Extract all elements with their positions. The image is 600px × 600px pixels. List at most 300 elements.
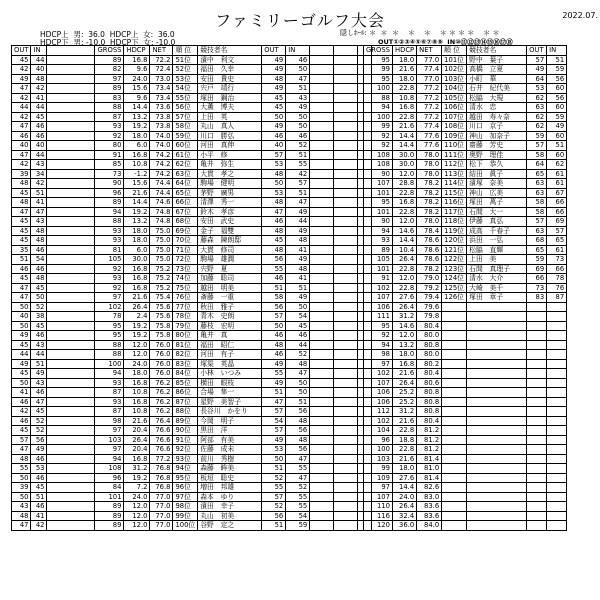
in-cell: 66	[547, 264, 567, 274]
table-row	[364, 217, 567, 227]
net-cell: 80.4	[417, 369, 442, 379]
table-row	[364, 150, 567, 160]
blank-cell	[47, 312, 95, 322]
rank-cell: 74位	[173, 274, 198, 284]
table-row	[12, 397, 372, 407]
blank-cell	[47, 511, 95, 521]
net-cell: 81.2	[417, 426, 442, 436]
name-cell: 越田 明美	[198, 283, 262, 293]
blank-cell	[47, 483, 95, 493]
gross-cell: 96	[95, 188, 124, 198]
rank-cell: 68位	[173, 217, 198, 227]
in-cell: 48	[286, 435, 310, 445]
gross-cell	[310, 350, 334, 360]
gross-cell: 108	[364, 150, 393, 160]
hidden-holes-marks: ＊ ＊ ＊ ＊ ＊ ＊ ＊ ＊ ＊ ＊ ＊	[369, 29, 500, 37]
net-cell: 76.0	[150, 359, 173, 369]
name-cell	[467, 302, 527, 312]
gross-cell	[310, 255, 334, 265]
hdcp-cell: 18.0	[392, 55, 416, 65]
out-cell: 49	[262, 122, 286, 132]
name-cell	[467, 369, 527, 379]
rank-cell: 117位	[442, 207, 467, 217]
net-cell: 77.6	[417, 131, 442, 141]
gross-cell: 102	[364, 416, 393, 426]
rank-cell	[442, 416, 467, 426]
table-row	[12, 55, 372, 65]
blank-cell	[47, 416, 95, 426]
out-cell: 63	[527, 226, 547, 236]
out-cell: 63	[527, 188, 547, 198]
name-cell: 前川 秀樹	[198, 454, 262, 464]
out-cell	[527, 426, 547, 436]
table-row	[12, 160, 372, 170]
hdcp-cell: 32.4	[392, 511, 416, 521]
in-cell: 50	[286, 65, 310, 75]
hdcp-cell: 22.8	[392, 112, 416, 122]
net-cell: 76.0	[150, 340, 173, 350]
rank-cell	[442, 435, 467, 445]
gross-cell	[310, 378, 334, 388]
in-cell: 55	[286, 464, 310, 474]
out-cell: 50	[12, 302, 31, 312]
hdcp-cell	[334, 112, 358, 122]
gross-cell	[310, 84, 334, 94]
hdcp-cell	[334, 502, 358, 512]
in-cell	[547, 359, 567, 369]
hdcp-cell: 21.6	[392, 65, 416, 75]
col-blank	[47, 46, 95, 56]
col-out: OUT	[12, 46, 31, 56]
net-cell: 81.2	[417, 435, 442, 445]
col-name: 競技者名	[467, 46, 527, 56]
name-cell: 阿部 有美	[198, 435, 262, 445]
net-cell: 73.8	[150, 112, 173, 122]
net-cell: 81.2	[417, 445, 442, 455]
hdcp-cell	[334, 312, 358, 322]
table-row	[364, 388, 567, 398]
in-cell: 47	[286, 74, 310, 84]
table-row	[364, 464, 567, 474]
blank-cell	[47, 369, 95, 379]
hdcp-cell: 21.6	[124, 293, 150, 303]
in-cell	[547, 397, 567, 407]
table-row	[12, 340, 372, 350]
table-row	[364, 141, 567, 151]
gross-cell: 95	[95, 331, 124, 341]
gross-cell	[310, 122, 334, 132]
blank-cell	[47, 388, 95, 398]
hdcp-cell: 19.2	[124, 122, 150, 132]
out-cell: 51	[262, 388, 286, 398]
hdcp-cell	[334, 283, 358, 293]
net-cell: 76.0	[150, 369, 173, 379]
rank-cell: 75位	[173, 283, 198, 293]
table-row	[364, 84, 567, 94]
gross-cell: 98	[364, 350, 393, 360]
in-cell: 51	[547, 141, 567, 151]
blank-cell	[47, 65, 95, 75]
table-row	[364, 112, 567, 122]
in-cell: 46	[31, 122, 47, 132]
hdcp-cell	[334, 483, 358, 493]
hdcp-cell	[334, 302, 358, 312]
hdcp-cell: 19.2	[124, 321, 150, 331]
hdcp-cell	[334, 274, 358, 284]
net-cell: 81.4	[417, 473, 442, 483]
hdcp-cell: 19.2	[124, 331, 150, 341]
table-row	[364, 302, 567, 312]
hdcp-cell: 30.0	[392, 160, 416, 170]
blank-cell	[47, 160, 95, 170]
rank-cell: 106位	[442, 103, 467, 113]
table-row	[364, 65, 567, 75]
in-cell: 50	[286, 112, 310, 122]
in-cell: 60	[547, 150, 567, 160]
out-cell: 50	[12, 492, 31, 502]
net-cell: 78.2	[417, 264, 442, 274]
name-cell: 小平 修	[198, 150, 262, 160]
table-row	[364, 369, 567, 379]
out-cell: 49	[262, 378, 286, 388]
net-cell: 78.6	[417, 255, 442, 265]
in-cell: 50	[31, 293, 47, 303]
in-cell	[547, 416, 567, 426]
in-cell: 60	[547, 103, 567, 113]
out-cell: 48	[262, 74, 286, 84]
net-cell: 79.0	[417, 274, 442, 284]
gross-cell	[310, 511, 334, 521]
in-cell: 46	[31, 331, 47, 341]
in-cell: 41	[31, 93, 47, 103]
rank-cell: 111位	[442, 150, 467, 160]
hdcp-cell	[334, 521, 358, 531]
in-cell: 52	[31, 426, 47, 436]
hdcp-cell: 14.6	[392, 226, 416, 236]
gross-cell	[310, 473, 334, 483]
table-row	[12, 312, 372, 322]
rank-cell	[442, 388, 467, 398]
hdcp-cell: 16.8	[124, 454, 150, 464]
in-cell: 40	[31, 65, 47, 75]
gross-cell: 99	[364, 464, 393, 474]
hdcp-cell: 31.2	[392, 407, 416, 417]
out-cell: 48	[262, 226, 286, 236]
col-gross: GROSS	[364, 46, 393, 56]
in-cell: 41	[31, 198, 47, 208]
table-row	[12, 511, 372, 521]
in-cell	[547, 483, 567, 493]
col-net: NET	[417, 46, 442, 56]
out-cell: 58	[527, 198, 547, 208]
in-cell: 54	[286, 312, 310, 322]
name-cell: 青木 史朗	[198, 312, 262, 322]
in-cell: 46	[31, 264, 47, 274]
gross-cell: 97	[95, 445, 124, 455]
gross-cell: 93	[95, 122, 124, 132]
out-cell	[527, 331, 547, 341]
net-cell: 76.0	[150, 350, 173, 360]
out-cell: 50	[262, 112, 286, 122]
out-cell: 50	[262, 321, 286, 331]
out-cell: 50	[12, 378, 31, 388]
hdcp-cell: -1.2	[124, 169, 150, 179]
table-row	[12, 302, 372, 312]
net-cell: 78.2	[417, 207, 442, 217]
hdcp-cell	[334, 369, 358, 379]
blank-cell	[47, 198, 95, 208]
gross-cell	[310, 483, 334, 493]
in-cell: 57	[286, 179, 310, 189]
gross-cell: 106	[364, 397, 393, 407]
net-cell: 76.4	[150, 416, 173, 426]
in-cell: 43	[286, 93, 310, 103]
name-cell	[467, 483, 527, 493]
blank-cell	[47, 378, 95, 388]
rank-cell: 90位	[173, 426, 198, 436]
hdcp-cell: 36.0	[392, 521, 416, 531]
rank-cell: 104位	[442, 84, 467, 94]
table-row	[364, 198, 567, 208]
gross-cell	[310, 103, 334, 113]
out-cell: 39	[12, 169, 31, 179]
net-cell: 77.0	[150, 502, 173, 512]
in-cell	[547, 302, 567, 312]
table-row	[364, 331, 567, 341]
hdcp-cell: 12.0	[124, 502, 150, 512]
table-row	[12, 502, 372, 512]
name-cell: 濱塚 奈美	[467, 179, 527, 189]
rank-cell: 64位	[173, 179, 198, 189]
name-cell	[467, 331, 527, 341]
blank-cell	[47, 331, 95, 341]
gross-cell: 87	[95, 112, 124, 122]
in-cell: 67	[547, 188, 567, 198]
in-cell: 55	[286, 502, 310, 512]
in-cell: 54	[31, 255, 47, 265]
gross-cell: 73	[95, 169, 124, 179]
hdcp-cell: 31.2	[124, 464, 150, 474]
out-cell: 48	[12, 454, 31, 464]
in-cell: 51	[31, 492, 47, 502]
net-cell: 73.6	[150, 103, 173, 113]
gross-cell: 106	[364, 302, 393, 312]
gross-cell: 82	[95, 65, 124, 75]
out-cell: 53	[262, 188, 286, 198]
blank-cell	[47, 274, 95, 284]
in-cell: 48	[31, 226, 47, 236]
in-cell: 46	[286, 331, 310, 341]
blank-cell	[47, 302, 95, 312]
in-cell: 51	[286, 397, 310, 407]
table-row	[12, 435, 372, 445]
gross-cell: 92	[95, 264, 124, 274]
hdcp-cell: 21.6	[392, 416, 416, 426]
out-cell: 62	[527, 122, 547, 132]
hdcp-cell	[334, 169, 358, 179]
out-cell: 41	[12, 388, 31, 398]
in-cell: 47	[286, 454, 310, 464]
table-row	[364, 293, 567, 303]
name-cell: 塚田 鋼治	[198, 93, 262, 103]
out-cell: 57	[527, 217, 547, 227]
name-cell	[467, 416, 527, 426]
out-cell: 57	[262, 426, 286, 436]
gross-cell	[310, 492, 334, 502]
in-cell: 46	[31, 245, 47, 255]
hdcp-lower-limits: HDCP下 男: -10.0 HDCP下 女: -10.0	[40, 38, 176, 47]
in-cell: 49	[286, 293, 310, 303]
gross-cell	[310, 302, 334, 312]
rank-cell	[442, 454, 467, 464]
in-cell: 53	[31, 464, 47, 474]
hdcp-cell	[334, 511, 358, 521]
name-cell: 丸山 真人	[198, 122, 262, 132]
hdcp-cell	[334, 55, 358, 65]
name-cell: 今岡 明子	[198, 416, 262, 426]
gross-cell: 88	[95, 340, 124, 350]
out-cell	[527, 473, 547, 483]
rank-cell: 102位	[442, 65, 467, 75]
in-cell: 78	[547, 274, 567, 284]
out-cell: 64	[527, 74, 547, 84]
table-row	[12, 283, 372, 293]
rank-cell	[442, 511, 467, 521]
table-row	[12, 492, 372, 502]
out-cell: 58	[527, 207, 547, 217]
blank-cell	[47, 397, 95, 407]
table-row	[12, 169, 372, 179]
rank-cell: 52位	[173, 65, 198, 75]
in-cell: 48	[286, 264, 310, 274]
gross-cell	[310, 321, 334, 331]
out-cell	[527, 350, 547, 360]
in-cell	[547, 331, 567, 341]
table-row	[12, 188, 372, 198]
rank-cell: 108位	[442, 122, 467, 132]
gross-cell: 102	[364, 283, 393, 293]
in-cell: 51	[31, 188, 47, 198]
name-cell: 星野 美智子	[198, 397, 262, 407]
rank-cell: 54位	[173, 84, 198, 94]
table-row	[364, 435, 567, 445]
in-cell: 48	[31, 236, 47, 246]
rank-cell: 94位	[173, 464, 198, 474]
out-cell: 57	[262, 492, 286, 502]
name-cell: 藤森 陳朗邸	[198, 236, 262, 246]
in-cell: 46	[31, 388, 47, 398]
in-cell: 52	[286, 483, 310, 493]
hdcp-cell: 21.6	[392, 122, 416, 132]
rank-cell	[442, 426, 467, 436]
net-cell: 74.8	[150, 217, 173, 227]
hdcp-cell: 14.6	[392, 321, 416, 331]
hdcp-cell	[334, 179, 358, 189]
out-cell: 45	[262, 103, 286, 113]
hdcp-cell: 2.4	[124, 312, 150, 322]
out-cell: 64	[527, 160, 547, 170]
gross-cell	[310, 340, 334, 350]
gross-cell	[310, 464, 334, 474]
net-cell: 80.2	[417, 359, 442, 369]
in-cell: 38	[31, 312, 47, 322]
blank-cell	[47, 207, 95, 217]
net-cell: 75.8	[150, 331, 173, 341]
out-cell: 48	[12, 511, 31, 521]
gross-cell: 89	[364, 245, 393, 255]
col-hdcp: HDCP	[124, 46, 150, 56]
hdcp-cell	[334, 141, 358, 151]
in-cell: 48	[286, 416, 310, 426]
rank-cell: 126位	[442, 293, 467, 303]
net-cell: 77.2	[417, 84, 442, 94]
in-cell: 56	[31, 435, 47, 445]
in-cell: 51	[286, 188, 310, 198]
gross-cell	[310, 416, 334, 426]
hdcp-cell: 26.4	[124, 302, 150, 312]
rank-cell: 56位	[173, 103, 198, 113]
blank-cell	[47, 74, 95, 84]
in-cell: 51	[31, 359, 47, 369]
in-cell	[547, 378, 567, 388]
name-cell: 松脇 直輝	[467, 245, 527, 255]
hdcp-cell	[334, 264, 358, 274]
blank-cell	[47, 93, 95, 103]
name-cell	[467, 473, 527, 483]
results-table-left	[11, 45, 372, 531]
out-cell: 53	[262, 445, 286, 455]
hdcp-cell: 12.0	[392, 169, 416, 179]
gross-cell: 89	[95, 84, 124, 94]
rank-cell: 73位	[173, 264, 198, 274]
table-row	[364, 122, 567, 132]
rank-cell: 107位	[442, 112, 467, 122]
hdcp-cell	[334, 359, 358, 369]
gross-cell: 92	[95, 131, 124, 141]
name-cell: 合場 隼一	[198, 388, 262, 398]
blank-cell	[47, 340, 95, 350]
hdcp-cell	[334, 84, 358, 94]
hdcp-cell	[334, 492, 358, 502]
out-cell: 65	[527, 245, 547, 255]
name-cell	[467, 378, 527, 388]
hdcp-cell	[334, 350, 358, 360]
rank-cell: 109位	[442, 131, 467, 141]
name-cell: 野中 葉子	[467, 55, 527, 65]
name-cell: 大貫 修司	[198, 245, 262, 255]
out-cell: 48	[262, 245, 286, 255]
out-cell: 52	[262, 502, 286, 512]
gross-cell	[310, 198, 334, 208]
gross-cell: 92	[95, 283, 124, 293]
in-cell	[547, 350, 567, 360]
in-cell: 45	[286, 321, 310, 331]
name-cell: 横田 眼枝	[198, 378, 262, 388]
blank-cell	[47, 188, 95, 198]
gross-cell	[310, 502, 334, 512]
gross-cell: 95	[364, 55, 393, 65]
name-cell: 越田 寿々奈	[467, 112, 527, 122]
name-cell: 駒場 健明	[198, 179, 262, 189]
hdcp-cell: 26.4	[392, 302, 416, 312]
name-cell: 長谷川 かをり	[198, 407, 262, 417]
table-row	[364, 274, 567, 284]
table-row	[12, 93, 372, 103]
out-cell: 50	[262, 179, 286, 189]
hdcp-cell	[334, 445, 358, 455]
table-row	[12, 416, 372, 426]
name-cell: 松脇 大規	[467, 93, 527, 103]
